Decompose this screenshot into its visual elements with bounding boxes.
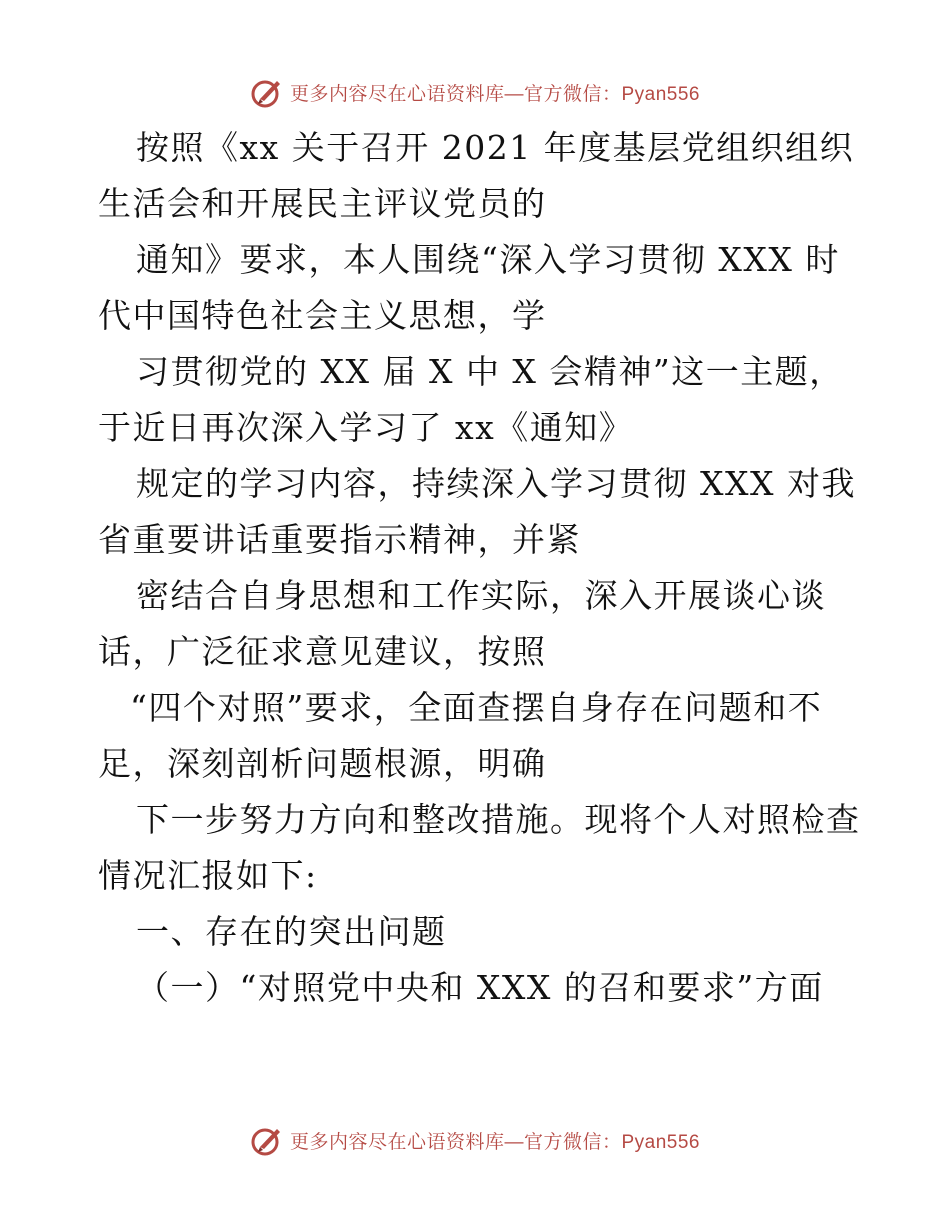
footer-watermark	[0, 1120, 950, 1160]
text-line: “四个对照”要求，全面查摆自身存在问题和不	[130, 688, 823, 727]
text-line: 生活会和开展民主评议党员的	[98, 184, 547, 223]
text-line: 下一步努力方向和整改措施。现将个人对照检查	[136, 800, 861, 839]
quill-pen-logo-icon	[250, 1123, 284, 1157]
text-line: 足，深刻剖析问题根源，明确	[98, 744, 547, 783]
watermark-text: 更多内容尽在心语资料库—官方微信：Pyan556	[289, 83, 700, 105]
text-line: 规定的学习内容，持续深入学习贯彻 XXX 对我	[136, 464, 856, 503]
text-line: 代中国特色社会主义思想，学	[98, 296, 547, 335]
text-line: 通知》要求，本人围绕“深入学习贯彻 XXX 时	[136, 240, 840, 279]
document-body	[98, 120, 861, 1016]
watermark-text: 更多内容尽在心语资料库—官方微信：Pyan556	[289, 1131, 700, 1153]
text-line: 密结合自身思想和工作实际，深入开展谈心谈	[136, 576, 826, 615]
text-line: 省重要讲话重要指示精神，并紧	[98, 520, 581, 559]
text-line: 情况汇报如下:	[98, 856, 318, 895]
text-line: 按照《xx 关于召开 2021 年度基层党组织组织	[136, 128, 855, 167]
subsection-heading: （一）“对照党中央和 XXX 的召和要求”方面	[136, 968, 824, 1007]
text-line: 习贯彻党的 XX 届 X 中 X 会精神”这一主题，	[136, 352, 844, 391]
header-watermark	[0, 72, 950, 112]
text-line: 话，广泛征求意见建议，按照	[98, 632, 547, 671]
section-heading: 一、存在的突出问题	[136, 912, 447, 951]
quill-pen-logo-icon	[250, 75, 284, 109]
text-line: 于近日再次深入学习了 xx《通知》	[98, 408, 634, 447]
